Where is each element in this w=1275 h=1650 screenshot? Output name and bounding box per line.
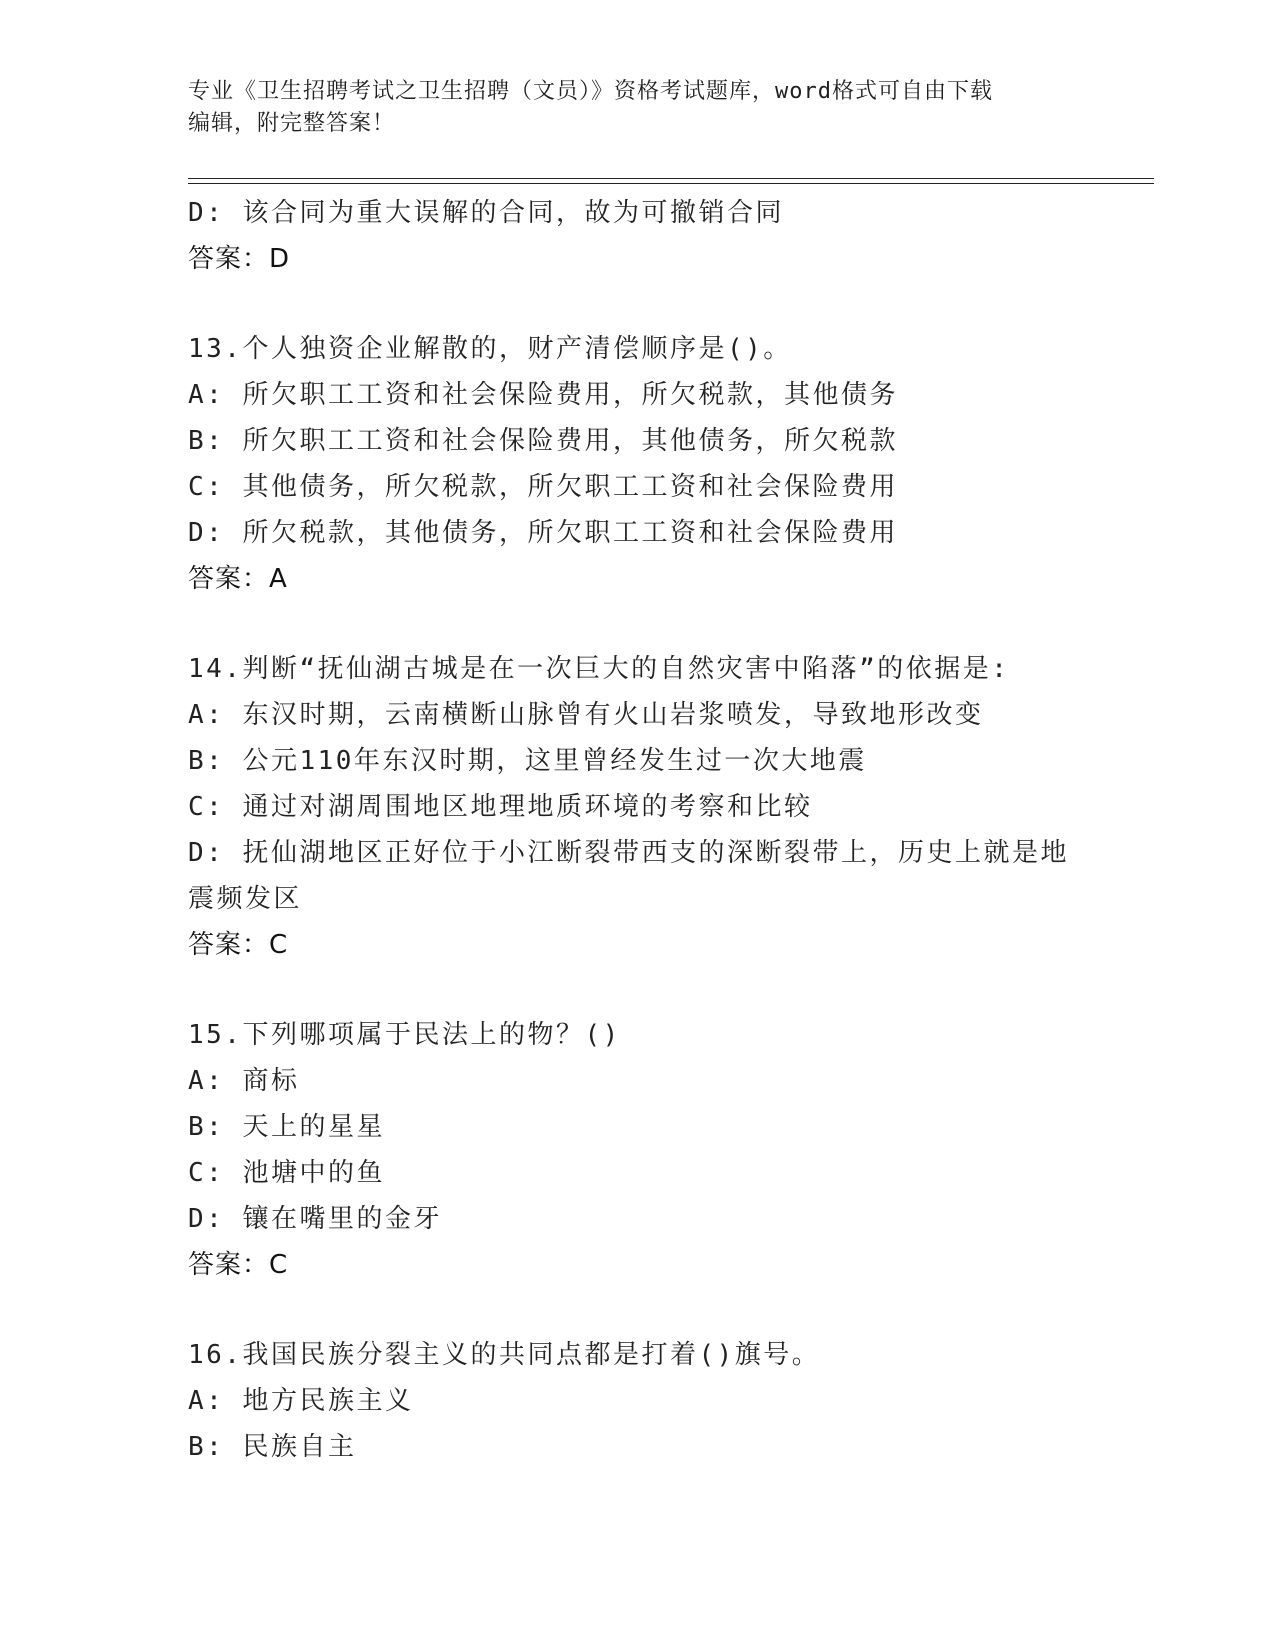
option-c: C: 其他债务，所欠税款，所欠职工工资和社会保险费用 xyxy=(188,472,898,502)
question-16 xyxy=(188,1332,1088,1470)
spacer xyxy=(188,1288,1088,1332)
option-a: A: 东汉时期，云南横断山脉曾有火山岩浆喷发，导致地形改变 xyxy=(188,700,984,730)
option-d: D: 镶在嘴里的金牙 xyxy=(188,1204,442,1234)
header-divider-bottom xyxy=(188,183,1154,184)
document-header xyxy=(188,76,1088,140)
option-d: D: 该合同为重大误解的合同，故为可撤销合同 xyxy=(188,198,784,228)
spacer xyxy=(188,968,1088,1012)
question-15 xyxy=(188,1012,1088,1288)
option-b: B: 公元110年东汉时期，这里曾经发生过一次大地震 xyxy=(188,746,867,776)
header-divider-top xyxy=(188,178,1154,179)
question-stem: 13.个人独资企业解散的，财产清偿顺序是()。 xyxy=(188,334,792,364)
question-stem: 16.我国民族分裂主义的共同点都是打着()旗号。 xyxy=(188,1340,821,1370)
question-14 xyxy=(188,646,1088,968)
answer-line: 答案：C xyxy=(188,930,289,960)
option-a: A: 商标 xyxy=(188,1066,300,1096)
option-b: B: 天上的星星 xyxy=(188,1112,385,1142)
option-c: C: 池塘中的鱼 xyxy=(188,1158,385,1188)
question-stem: 14.判断“抚仙湖古城是在一次巨大的自然灾害中陷落”的依据是: xyxy=(188,654,1010,684)
option-d-continued: 震频发区 xyxy=(188,884,303,914)
answer-line: 答案：D xyxy=(188,244,291,274)
header-line-1: 专业《卫生招聘考试之卫生招聘（文员）》资格考试题库，word格式可自由下载 xyxy=(188,79,993,104)
question-12-tail xyxy=(188,190,1088,282)
option-a: A: 地方民族主义 xyxy=(188,1386,414,1416)
option-d: D: 所欠税款，其他债务，所欠职工工资和社会保险费用 xyxy=(188,518,898,548)
question-stem: 15.下列哪项属于民法上的物？() xyxy=(188,1020,621,1050)
answer-line: 答案：A xyxy=(188,564,288,594)
question-13 xyxy=(188,326,1088,602)
option-d: D: 抚仙湖地区正好位于小江断裂带西支的深断裂带上，历史上就是地 xyxy=(188,838,1069,868)
spacer xyxy=(188,282,1088,326)
option-c: C: 通过对湖周围地区地理地质环境的考察和比较 xyxy=(188,792,813,822)
option-a: A: 所欠职工工资和社会保险费用，所欠税款，其他债务 xyxy=(188,380,898,410)
answer-line: 答案：C xyxy=(188,1250,289,1280)
option-b: B: 所欠职工工资和社会保险费用，其他债务，所欠税款 xyxy=(188,426,898,456)
option-b: B: 民族自主 xyxy=(188,1432,357,1462)
header-line-2: 编辑，附完整答案！ xyxy=(188,111,396,136)
spacer xyxy=(188,602,1088,646)
question-list xyxy=(188,190,1088,1470)
